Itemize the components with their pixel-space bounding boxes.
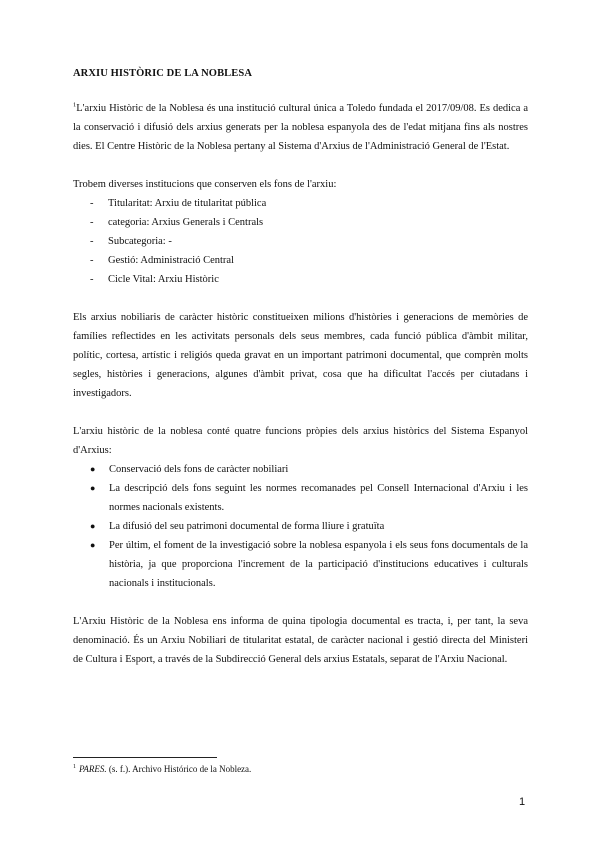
institutions-list bbox=[73, 194, 528, 289]
list-item: ● Conservació dels fons de caràcter nobiliari bbox=[73, 460, 528, 479]
closing-paragraph: L'Arxiu Històric de la Noblesa ens informa de quina tipologia documental es tracta, i, per tant, la seva denominació. És un Arxiu Nobiliari de titularitat estatal, de caràcter nacional i gestió directa del Ministeri de Cultura i Esport, a través de la Subdirecció General dels arxius Estatals, separat de l'Arxiu Nacional. bbox=[73, 616, 528, 665]
intro-paragraph bbox=[73, 99, 528, 156]
dash-marker: - bbox=[90, 198, 94, 209]
institutions-lead: Trobem diverses institucions que conserven els fons de l'arxiu: bbox=[73, 179, 337, 190]
footnote-source: PARES. bbox=[79, 764, 107, 774]
bullet-marker: ● bbox=[90, 483, 96, 493]
footnote bbox=[73, 762, 251, 776]
footnote-number: 1 bbox=[73, 764, 76, 770]
list-item: - Titularitat: Arxiu de titularitat pública bbox=[73, 194, 528, 213]
footnote-reference[interactable]: 1 bbox=[73, 101, 77, 109]
intro-text: L'arxiu Històric de la Noblesa és una institució cultural única a Toledo fundada el 2017/09/08. Es dedica a la conservació i difusió dels arxius generats per la noblesa espanyola des de l'edat mitjana fins als nostres dies. El Centre Històric de la Noblesa pertany al Sistema d'Arxius de l'Administració General de l'Estat. bbox=[73, 103, 528, 152]
list-item: - Subcategoria: - bbox=[73, 232, 528, 251]
footnote-text: (s. f.). Archivo Histórico de la Nobleza. bbox=[106, 764, 252, 774]
list-item: ● Per últim, el foment de la investigació sobre la noblesa espanyola i els seus fons documentals de la història, ja que proporciona l'increment de la participació d'institucions educatives i culturals nacionals i institucionals. bbox=[73, 536, 528, 593]
page-body bbox=[73, 64, 528, 688]
list-item: - Cicle Vital: Arxiu Històric bbox=[73, 270, 528, 289]
functions-list bbox=[73, 460, 528, 593]
dash-marker: - bbox=[90, 236, 94, 247]
dash-marker: - bbox=[90, 274, 94, 285]
bullet-marker: ● bbox=[90, 521, 96, 531]
footnote-divider bbox=[73, 757, 217, 758]
page-number: 1 bbox=[519, 796, 526, 808]
history-paragraph: Els arxius nobiliaris de caràcter històric constitueixen milions d'històries i generacions de memòries de famílies reflectides en les activitats personals dels seus membres, cada funció pública d'àmbit militar, polític, cortesa, artístic i religiós queda gravat en un important patrimoni documental, que comprèn molts segles, històries i generacions, algunes d'àmbit privat, cosa que ha dificultat l'accés per ciutadans i investigadors. bbox=[73, 312, 528, 399]
list-item: - Gestió: Administració Central bbox=[73, 251, 528, 270]
bullet-marker: ● bbox=[90, 464, 96, 474]
bullet-marker: ● bbox=[90, 540, 96, 550]
list-item: ● La difusió del seu patrimoni documental de forma lliure i gratuïta bbox=[73, 517, 528, 536]
page-title: ARXIU HISTÒRIC DE LA NOBLESA bbox=[73, 68, 253, 79]
dash-marker: - bbox=[90, 255, 94, 266]
list-item: - categoria: Arxius Generals i Centrals bbox=[73, 213, 528, 232]
functions-lead: L'arxiu històric de la noblesa conté quatre funcions pròpies dels arxius històrics del Sistema Espanyol d'Arxius: bbox=[73, 426, 528, 456]
list-item: ● La descripció dels fons seguint les normes recomanades pel Consell Internacional d'Arxiu i les normes nacionals existents. bbox=[73, 479, 528, 517]
dash-marker: - bbox=[90, 217, 94, 228]
